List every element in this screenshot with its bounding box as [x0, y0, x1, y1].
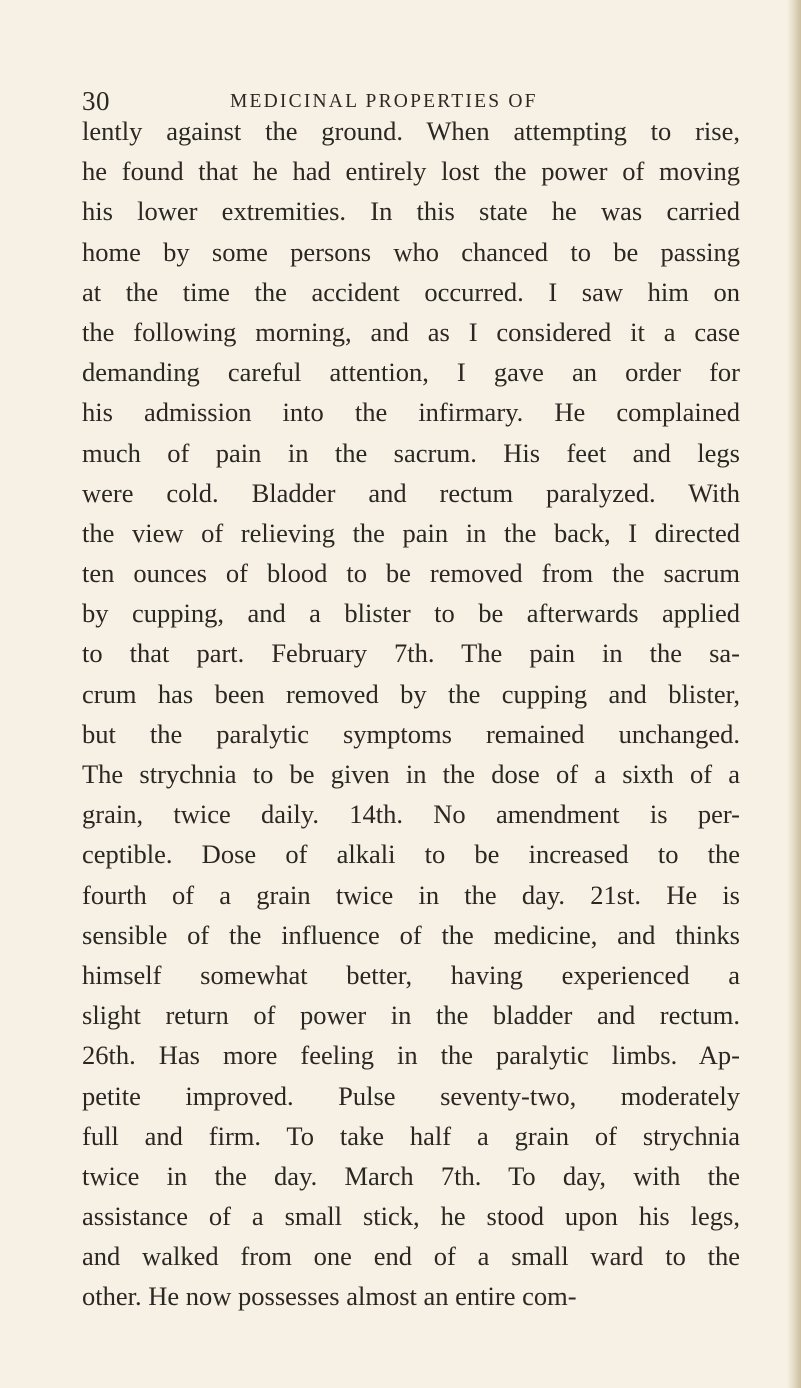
- text-line: demanding careful attention, I gave an order for: [82, 357, 740, 388]
- text-line: The strychnia to be given in the dose of a sixth of a: [82, 759, 740, 789]
- text-line: but the paralytic symptoms remained unchanged.: [82, 718, 740, 749]
- text-line: slight return of power in the bladder and rectum.: [82, 1000, 740, 1031]
- text-line: at the time the accident occurred. I saw him on: [82, 276, 740, 307]
- text-line: he found that he had entirely lost the power of moving: [82, 156, 740, 187]
- text-line: ceptible. Dose of alkali to be increased to the: [82, 839, 740, 870]
- text-line: and walked from one end of a small ward to the: [82, 1241, 740, 1272]
- text-line: grain, twice daily. 14th. No amendment is per-: [82, 799, 740, 830]
- text-line: by cupping, and a blister to be afterwards applied: [82, 598, 740, 629]
- text-line: to that part. February 7th. The pain in the sa-: [82, 638, 740, 669]
- text-line: ten ounces of blood to be removed from the sacrum: [82, 558, 740, 589]
- page-header: MEDICINAL PROPERTIES OF: [230, 91, 538, 112]
- text-line: himself somewhat better, having experienced a: [82, 959, 740, 990]
- text-line: twice in the day. March 7th. To day, with the: [82, 1160, 740, 1191]
- text-line: assistance of a small stick, he stood upon his legs,: [82, 1201, 740, 1232]
- text-line: sensible of the influence of the medicine, and thinks: [82, 919, 740, 950]
- text-line: full and firm. To take half a grain of strychnia: [82, 1120, 740, 1151]
- text-line: petite improved. Pulse seventy-two, moderately: [82, 1080, 740, 1111]
- text-line: crum has been removed by the cupping and blister,: [82, 678, 740, 709]
- text-line: 26th. Has more feeling in the paralytic limbs. Ap-: [82, 1040, 740, 1071]
- body-text: [82, 111, 740, 1317]
- text-line: the following morning, and as I considered it a case: [82, 316, 740, 347]
- text-line: the view of relieving the pain in the back, I directed: [82, 517, 740, 548]
- text-line: were cold. Bladder and rectum paralyzed. With: [82, 477, 740, 508]
- text-line: his lower extremities. In this state he was carried: [82, 196, 740, 227]
- text-line: other. He now possesses almost an entire com-: [82, 1281, 577, 1312]
- text-line: home by some persons who chanced to be passing: [82, 236, 740, 267]
- page-edge-shadow: [787, 0, 801, 1388]
- text-line: much of pain in the sacrum. His feet and legs: [82, 437, 740, 468]
- page-number: 30: [82, 86, 110, 116]
- text-line: fourth of a grain twice in the day. 21st. He is: [82, 879, 740, 910]
- text-line: lently against the ground. When attempting to rise,: [82, 116, 740, 146]
- text-line: his admission into the infirmary. He complained: [82, 397, 740, 428]
